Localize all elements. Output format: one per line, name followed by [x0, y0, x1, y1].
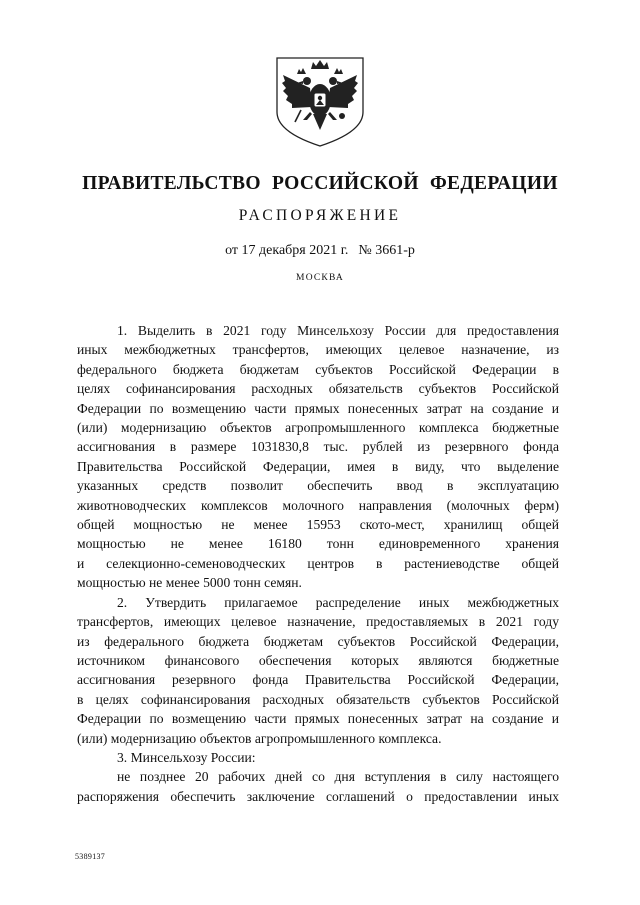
body-line: мощностью не менее 5000 тонн семян. [77, 575, 302, 591]
document-type: РАСПОРЯЖЕНИЕ [238, 207, 402, 224]
body-line: трансфертов, имеющих целевое назначение, предоставляемых в 2021 году [77, 614, 559, 630]
body-line: 3. Минсельхозу России: [117, 749, 256, 765]
body-line: животноводческих комплексов молочного направления (молочных ферм) [77, 497, 559, 513]
body-line: 2. Утвердить прилагаемое распределение иных межбюджетных [117, 594, 559, 610]
document-date-number [0, 243, 640, 259]
document-date: от 17 декабря 2021 г. [225, 243, 349, 258]
body-line: Федерации по возмещению части прямых понесенных затрат на создание и [77, 711, 559, 727]
body-line: ассигнования в размере 1031830,8 тыс. рублей из резервного фонда [77, 439, 559, 455]
body-line: в целях софинансирования расходных обязательств субъектов Российской [77, 691, 559, 707]
government-title: ПРАВИТЕЛЬСТВО РОССИЙСКОЙ ФЕДЕРАЦИИ [82, 173, 558, 194]
body-line: иных межбюджетных трансфертов, имеющих целевое назначение, из [77, 342, 559, 358]
body-line: Федерации по возмещению части прямых понесенных затрат на создание и [77, 400, 559, 416]
body-line: источником финансового обеспечения которых являются бюджетные [77, 652, 559, 668]
body-line: (или) модернизацию объектов агропромышленного комплекса. [77, 730, 442, 746]
body-line: 1. Выделить в 2021 году Минсельхозу России для предоставления [117, 323, 559, 338]
body-line: общей мощностью не менее 15953 ското-мест, хранилищ общей [77, 517, 559, 533]
body-line: мощностью не менее 16180 тонн единовременного хранения [77, 536, 559, 552]
body-line: Правительства Российской Федерации, имея в виду, что выделение [77, 458, 559, 474]
body-line: федерального бюджета бюджетам субъектов Российской Федерации в [77, 361, 559, 377]
coat-of-arms-icon [270, 50, 370, 150]
body-line: указанных средств позволит обеспечить ввод в эксплуатацию [77, 478, 559, 494]
document-code: 5389137 [75, 852, 106, 861]
body-line: (или) модернизацию объектов агропромышленного комплекса бюджетные [77, 420, 559, 436]
body-line: целях софинансирования расходных обязательств субъектов Российской [77, 381, 559, 397]
document-number: № 3661-р [358, 243, 415, 258]
body-line: распоряжения обеспечить заключение соглашений о предоставлении иных [77, 788, 559, 804]
body-line: ассигнования резервного фонда Правительства Российской Федерации, [77, 672, 559, 688]
document-body [77, 321, 559, 806]
document-city: МОСКВА [296, 273, 344, 283]
body-line: не позднее 20 рабочих дней со дня вступления в силу настоящего [117, 769, 559, 785]
body-line: и селекционно-семеноводческих центров в растениеводстве общей [77, 555, 559, 571]
body-line: из федерального бюджета бюджетам субъектов Российской Федерации, [77, 633, 559, 649]
